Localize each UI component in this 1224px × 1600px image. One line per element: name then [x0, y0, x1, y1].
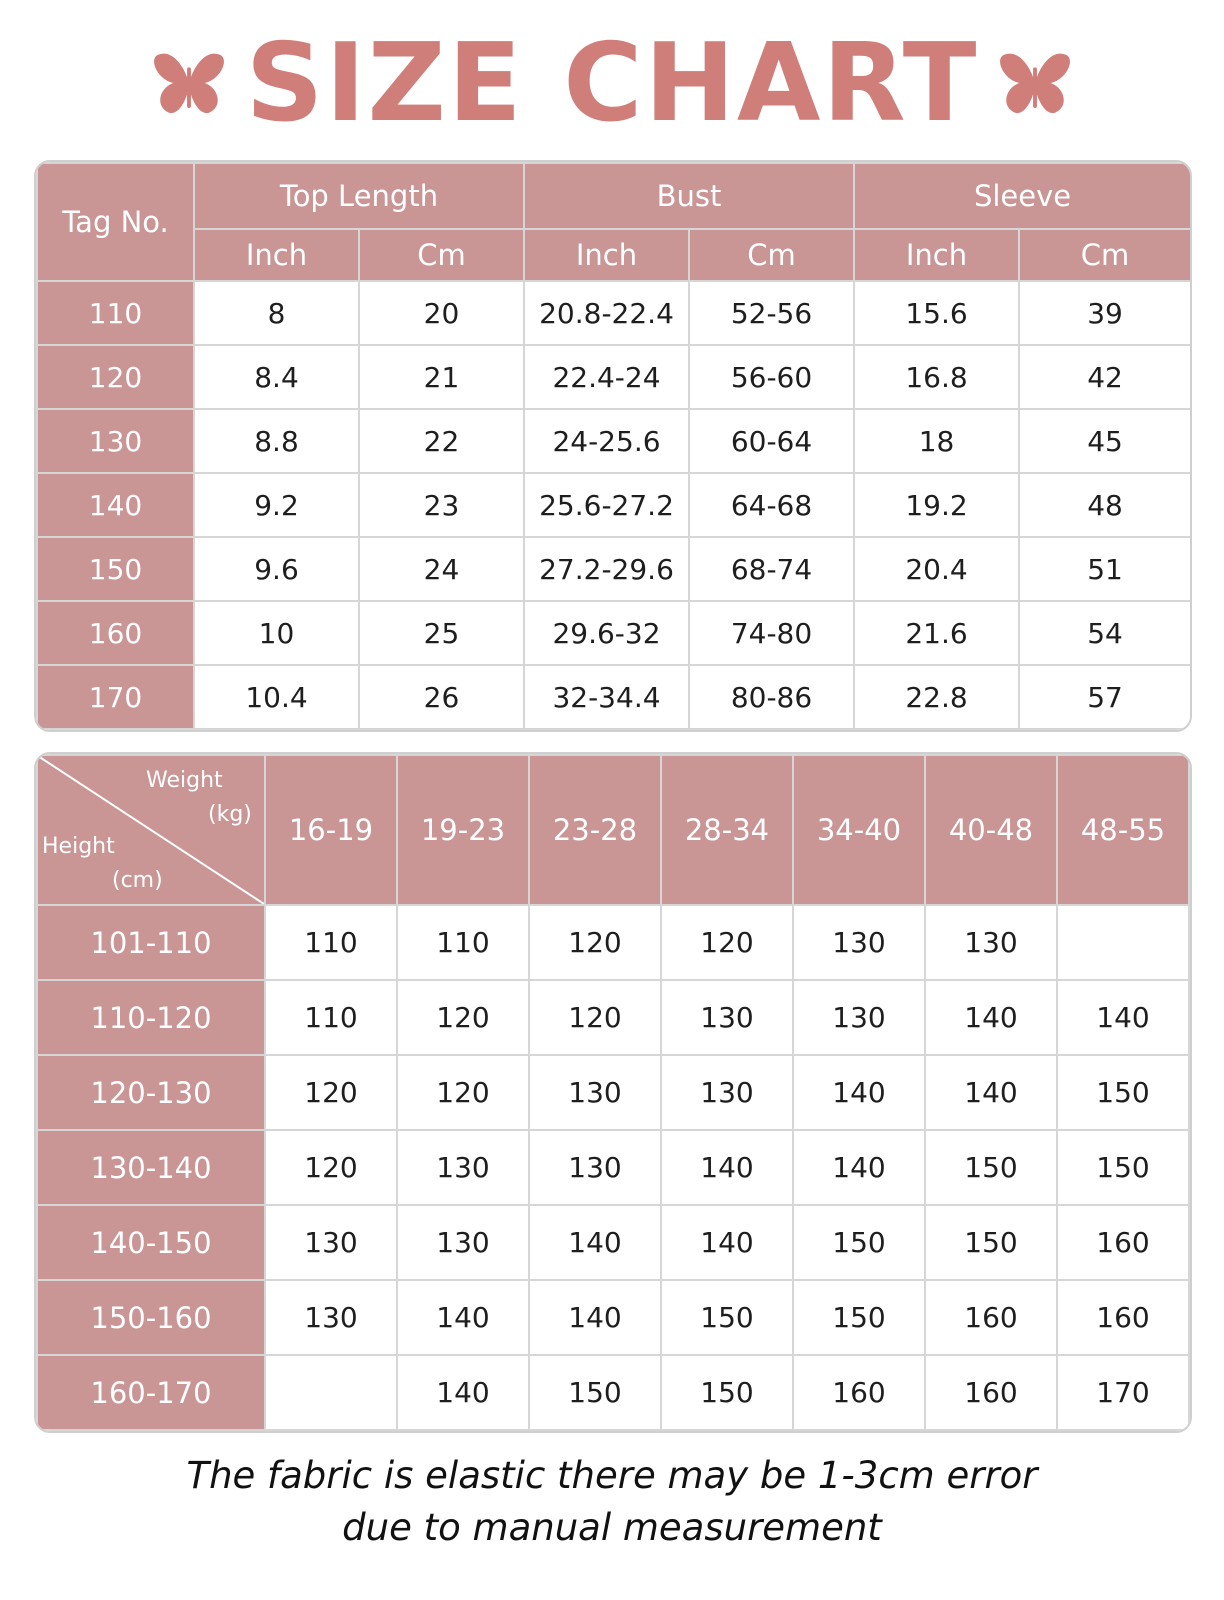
height-unit-label: (cm) [112, 868, 163, 893]
size-cell: 130 [529, 1055, 661, 1130]
tag-cell: 160 [37, 601, 194, 665]
measurement-cell: 20 [359, 281, 524, 345]
measurement-cell: 45 [1019, 409, 1191, 473]
measurement-cell: 25.6-27.2 [524, 473, 689, 537]
size-cell: 130 [661, 980, 793, 1055]
size-cell: 120 [397, 980, 529, 1055]
size-cell: 110 [265, 980, 397, 1055]
size-cell [1057, 905, 1189, 980]
size-cell: 160 [793, 1355, 925, 1430]
tag-cell: 140 [37, 473, 194, 537]
size-cell: 120 [265, 1055, 397, 1130]
measurement-cell: 56-60 [689, 345, 854, 409]
measurement-cell: 22 [359, 409, 524, 473]
unit-header: Inch [194, 229, 359, 281]
butterfly-icon [996, 44, 1074, 122]
table-row [37, 409, 1191, 473]
measurement-cell: 10 [194, 601, 359, 665]
table-row [37, 281, 1191, 345]
disclaimer-note [0, 1450, 1224, 1554]
size-cell: 140 [397, 1355, 529, 1430]
measurement-cell: 9.6 [194, 537, 359, 601]
unit-header: Inch [854, 229, 1019, 281]
height-range-cell: 110-120 [37, 980, 265, 1055]
table-row [37, 1130, 1189, 1205]
size-cell: 160 [925, 1280, 1057, 1355]
size-cell: 140 [661, 1130, 793, 1205]
measurement-cell: 20.4 [854, 537, 1019, 601]
table-row [37, 601, 1191, 665]
size-cell: 150 [793, 1205, 925, 1280]
measurement-cell: 51 [1019, 537, 1191, 601]
size-cell: 120 [661, 905, 793, 980]
size-cell: 140 [529, 1280, 661, 1355]
measurement-cell: 48 [1019, 473, 1191, 537]
size-cell: 120 [529, 905, 661, 980]
measurement-cell: 8 [194, 281, 359, 345]
size-cell: 130 [397, 1130, 529, 1205]
weight-label: Weight [146, 768, 223, 793]
unit-header: Cm [359, 229, 524, 281]
measurement-cell: 24 [359, 537, 524, 601]
size-cell: 140 [925, 980, 1057, 1055]
size-cell: 110 [397, 905, 529, 980]
height-range-cell: 120-130 [37, 1055, 265, 1130]
size-cell: 150 [529, 1355, 661, 1430]
height-range-cell: 150-160 [37, 1280, 265, 1355]
measurement-cell: 52-56 [689, 281, 854, 345]
weight-unit-label: (kg) [208, 802, 252, 827]
measurement-cell: 22.4-24 [524, 345, 689, 409]
tag-cell: 120 [37, 345, 194, 409]
size-cell: 110 [265, 905, 397, 980]
tag-cell: 170 [37, 665, 194, 729]
size-cell: 140 [529, 1205, 661, 1280]
size-cell: 140 [793, 1130, 925, 1205]
height-range-cell: 101-110 [37, 905, 265, 980]
size-cell: 130 [397, 1205, 529, 1280]
table-row [37, 1205, 1189, 1280]
measurement-cell: 74-80 [689, 601, 854, 665]
measurement-cell: 39 [1019, 281, 1191, 345]
weight-header: 16-19 [265, 755, 397, 905]
size-cell: 120 [529, 980, 661, 1055]
size-cell: 170 [1057, 1355, 1189, 1430]
size-cell: 120 [397, 1055, 529, 1130]
size-cell: 150 [1057, 1055, 1189, 1130]
measurement-cell: 32-34.4 [524, 665, 689, 729]
table-row [37, 980, 1189, 1055]
measurement-cell: 27.2-29.6 [524, 537, 689, 601]
butterfly-icon [150, 44, 228, 122]
size-cell: 150 [925, 1130, 1057, 1205]
size-cell: 130 [265, 1280, 397, 1355]
unit-header: Cm [1019, 229, 1191, 281]
group-header: Top Length [194, 163, 524, 229]
note-line: The fabric is elastic there may be 1-3cm error [186, 1454, 1038, 1497]
size-cell: 140 [793, 1055, 925, 1130]
height-range-cell: 130-140 [37, 1130, 265, 1205]
measurement-cell: 8.8 [194, 409, 359, 473]
height-label: Height [42, 834, 115, 859]
unit-header: Cm [689, 229, 854, 281]
measurement-cell: 15.6 [854, 281, 1019, 345]
measurement-cell: 22.8 [854, 665, 1019, 729]
measurement-cell: 80-86 [689, 665, 854, 729]
tag-cell: 150 [37, 537, 194, 601]
size-cell: 150 [793, 1280, 925, 1355]
measurement-cell: 21 [359, 345, 524, 409]
size-cell: 130 [793, 905, 925, 980]
table-row [37, 665, 1191, 729]
measurement-cell: 20.8-22.4 [524, 281, 689, 345]
measurement-cell: 26 [359, 665, 524, 729]
table-row [37, 905, 1189, 980]
height-weight-table [34, 752, 1192, 1433]
weight-header: 34-40 [793, 755, 925, 905]
measurement-table [34, 160, 1192, 732]
size-cell: 160 [925, 1355, 1057, 1430]
height-range-cell: 160-170 [37, 1355, 265, 1430]
size-cell: 150 [661, 1280, 793, 1355]
size-cell: 150 [925, 1205, 1057, 1280]
table-row [37, 537, 1191, 601]
size-cell: 160 [1057, 1205, 1189, 1280]
size-cell: 140 [1057, 980, 1189, 1055]
weight-header: 28-34 [661, 755, 793, 905]
size-cell: 130 [265, 1205, 397, 1280]
weight-header: 40-48 [925, 755, 1057, 905]
measurement-cell: 21.6 [854, 601, 1019, 665]
measurement-cell: 54 [1019, 601, 1191, 665]
measurement-cell: 60-64 [689, 409, 854, 473]
page-title: SIZE CHART [245, 20, 979, 146]
size-cell: 140 [925, 1055, 1057, 1130]
size-cell [265, 1355, 397, 1430]
weight-header: 48-55 [1057, 755, 1189, 905]
measurement-cell: 29.6-32 [524, 601, 689, 665]
table-row [37, 1355, 1189, 1430]
size-cell: 130 [793, 980, 925, 1055]
height-range-cell: 140-150 [37, 1205, 265, 1280]
size-cell: 140 [397, 1280, 529, 1355]
measurement-cell: 9.2 [194, 473, 359, 537]
measurement-cell: 10.4 [194, 665, 359, 729]
tag-cell: 130 [37, 409, 194, 473]
size-cell: 130 [925, 905, 1057, 980]
measurement-cell: 16.8 [854, 345, 1019, 409]
table-row [37, 1280, 1189, 1355]
measurement-cell: 57 [1019, 665, 1191, 729]
table-row [37, 473, 1191, 537]
measurement-cell: 18 [854, 409, 1019, 473]
measurement-cell: 19.2 [854, 473, 1019, 537]
table-row [37, 345, 1191, 409]
corner-header [37, 755, 265, 905]
size-cell: 130 [529, 1130, 661, 1205]
measurement-cell: 64-68 [689, 473, 854, 537]
size-cell: 120 [265, 1130, 397, 1205]
measurement-cell: 24-25.6 [524, 409, 689, 473]
size-cell: 140 [661, 1205, 793, 1280]
measurement-cell: 25 [359, 601, 524, 665]
measurement-cell: 68-74 [689, 537, 854, 601]
group-header: Sleeve [854, 163, 1191, 229]
size-cell: 130 [661, 1055, 793, 1130]
group-header: Bust [524, 163, 854, 229]
height-weight-table-body [37, 905, 1189, 1430]
note-line: due to manual measurement [342, 1506, 882, 1549]
measurement-cell: 23 [359, 473, 524, 537]
size-cell: 160 [1057, 1280, 1189, 1355]
tag-cell: 110 [37, 281, 194, 345]
measurement-table-body [37, 281, 1191, 729]
tag-no-header: Tag No. [37, 163, 194, 281]
table-row [37, 1055, 1189, 1130]
title-area [0, 18, 1224, 148]
weight-header: 23-28 [529, 755, 661, 905]
measurement-cell: 42 [1019, 345, 1191, 409]
measurement-cell: 8.4 [194, 345, 359, 409]
unit-header: Inch [524, 229, 689, 281]
weight-header: 19-23 [397, 755, 529, 905]
size-cell: 150 [1057, 1130, 1189, 1205]
size-cell: 150 [661, 1355, 793, 1430]
